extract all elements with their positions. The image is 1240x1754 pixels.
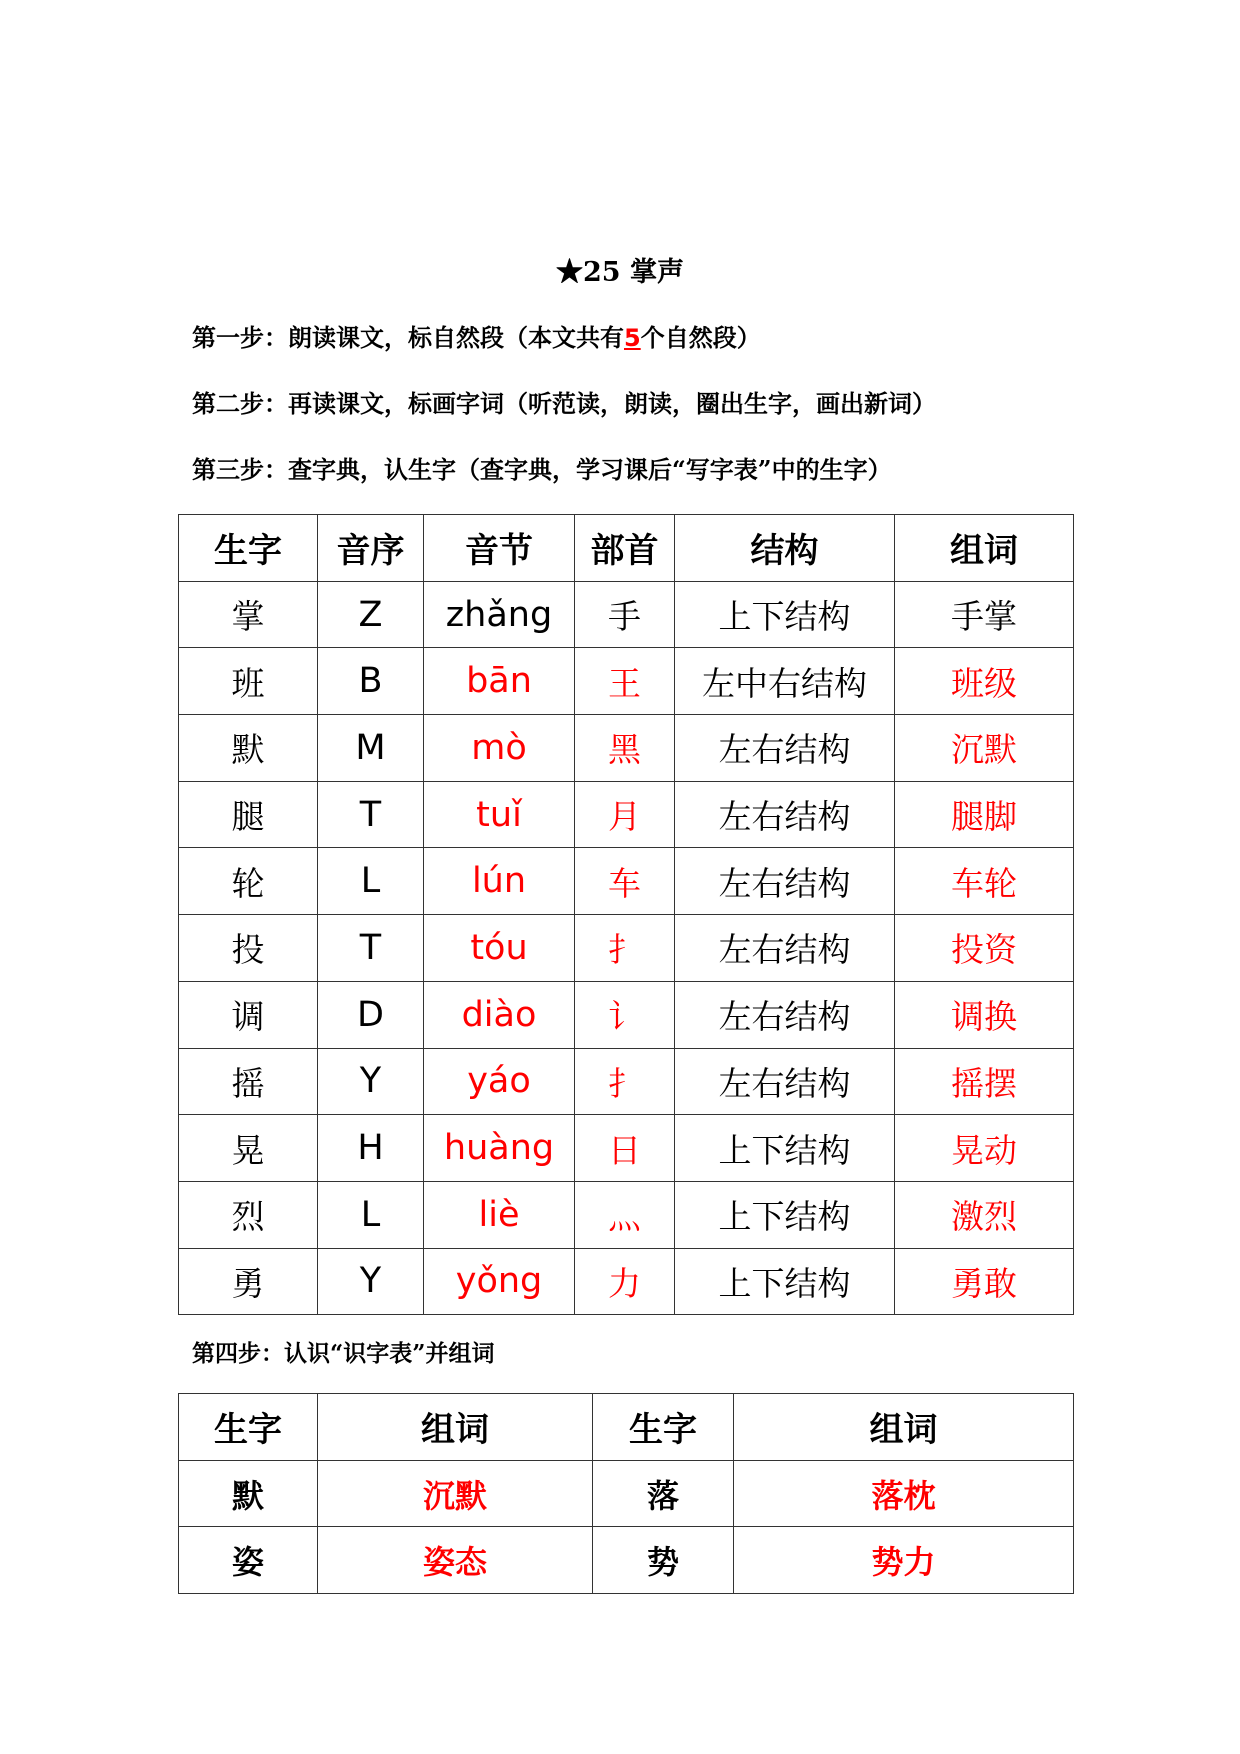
recognition-table [178, 1393, 1074, 1594]
table-row [179, 848, 1074, 915]
cell-pinyin: tóu [424, 915, 575, 982]
cell-initial: L [318, 1181, 424, 1248]
cell-pinyin: lún [424, 848, 575, 915]
cell-radical: 王 [575, 648, 675, 715]
cell-char-1: 默 [179, 1460, 318, 1527]
cell-initial: H [318, 1115, 424, 1182]
table-row [179, 981, 1074, 1048]
cell-structure: 左右结构 [675, 715, 895, 782]
cell-char-2: 落 [593, 1460, 734, 1527]
table-row [179, 648, 1074, 715]
cell-char: 烈 [179, 1181, 318, 1248]
cell-word-2: 落枕 [734, 1460, 1074, 1527]
cell-char-1: 姿 [179, 1527, 318, 1594]
table-row [179, 1181, 1074, 1248]
header-initial: 音序 [318, 515, 424, 582]
cell-radical: 力 [575, 1248, 675, 1315]
cell-structure: 左右结构 [675, 848, 895, 915]
header-char: 生字 [179, 515, 318, 582]
header-word-1: 组词 [318, 1394, 593, 1461]
cell-initial: T [318, 781, 424, 848]
cell-radical: 扌 [575, 1048, 675, 1115]
cell-initial: T [318, 915, 424, 982]
cell-word: 车轮 [895, 848, 1074, 915]
step-1-answer: 5 [624, 324, 641, 352]
cell-pinyin: bān [424, 648, 575, 715]
cell-char: 轮 [179, 848, 318, 915]
cell-initial: Y [318, 1048, 424, 1115]
cell-word: 手掌 [895, 581, 1074, 648]
header-char-2: 生字 [593, 1394, 734, 1461]
cell-structure: 左右结构 [675, 981, 895, 1048]
cell-radical: 月 [575, 781, 675, 848]
cell-radical: 灬 [575, 1181, 675, 1248]
cell-char: 班 [179, 648, 318, 715]
cell-word: 激烈 [895, 1181, 1074, 1248]
cell-pinyin: yáo [424, 1048, 575, 1115]
cell-initial: Z [318, 581, 424, 648]
cell-char: 腿 [179, 781, 318, 848]
step-1 [192, 318, 761, 353]
table-header-row [179, 515, 1074, 582]
cell-char: 调 [179, 981, 318, 1048]
cell-radical: 讠 [575, 981, 675, 1048]
cell-char: 晃 [179, 1115, 318, 1182]
cell-word-1: 沉默 [318, 1460, 593, 1527]
cell-pinyin: liè [424, 1181, 575, 1248]
header-structure: 结构 [675, 515, 895, 582]
table-header-row [179, 1394, 1074, 1461]
table-row [179, 1527, 1074, 1594]
cell-char: 投 [179, 915, 318, 982]
cell-radical: 日 [575, 1115, 675, 1182]
table-row [179, 915, 1074, 982]
cell-radical: 扌 [575, 915, 675, 982]
cell-word: 摇摆 [895, 1048, 1074, 1115]
cell-char: 勇 [179, 1248, 318, 1315]
step-1-prefix: 第一步：朗读课文，标自然段（本文共有 [192, 323, 624, 352]
cell-initial: M [318, 715, 424, 782]
cell-initial: Y [318, 1248, 424, 1315]
cell-structure: 上下结构 [675, 1115, 895, 1182]
character-table [178, 514, 1074, 1315]
step-1-suffix: 个自然段） [640, 323, 761, 352]
cell-pinyin: huàng [424, 1115, 575, 1182]
cell-word: 班级 [895, 648, 1074, 715]
cell-radical: 车 [575, 848, 675, 915]
header-word-2: 组词 [734, 1394, 1074, 1461]
table-row [179, 1048, 1074, 1115]
step-3: 第三步：查字典，认生字（查字典，学习课后“写字表”中的生字） [192, 455, 892, 484]
cell-structure: 上下结构 [675, 581, 895, 648]
cell-word: 勇敢 [895, 1248, 1074, 1315]
cell-pinyin: tuǐ [424, 781, 575, 848]
cell-char: 掌 [179, 581, 318, 648]
header-pinyin: 音节 [424, 515, 575, 582]
cell-char-2: 势 [593, 1527, 734, 1594]
table-row [179, 581, 1074, 648]
table-row [179, 1115, 1074, 1182]
header-word: 组词 [895, 515, 1074, 582]
cell-structure: 上下结构 [675, 1181, 895, 1248]
table-row [179, 1248, 1074, 1315]
table-row [179, 1460, 1074, 1527]
step-2: 第二步：再读课文，标画字词（听范读，朗读，圈出生字，画出新词） [192, 389, 936, 418]
cell-structure: 左右结构 [675, 915, 895, 982]
cell-pinyin: zhǎng [424, 581, 575, 648]
cell-char: 默 [179, 715, 318, 782]
cell-word: 腿脚 [895, 781, 1074, 848]
cell-word: 投资 [895, 915, 1074, 982]
cell-structure: 上下结构 [675, 1248, 895, 1315]
cell-radical: 黑 [575, 715, 675, 782]
cell-char: 摇 [179, 1048, 318, 1115]
cell-pinyin: mò [424, 715, 575, 782]
cell-structure: 左右结构 [675, 1048, 895, 1115]
cell-pinyin: diào [424, 981, 575, 1048]
cell-structure: 左右结构 [675, 781, 895, 848]
cell-pinyin: yǒng [424, 1248, 575, 1315]
cell-radical: 手 [575, 581, 675, 648]
cell-word-2: 势力 [734, 1527, 1074, 1594]
cell-initial: B [318, 648, 424, 715]
header-char-1: 生字 [179, 1394, 318, 1461]
table-row [179, 781, 1074, 848]
cell-initial: D [318, 981, 424, 1048]
page-title: ★25 掌声 [556, 257, 684, 288]
cell-initial: L [318, 848, 424, 915]
cell-word-1: 姿态 [318, 1527, 593, 1594]
header-radical: 部首 [575, 515, 675, 582]
cell-word: 调换 [895, 981, 1074, 1048]
cell-structure: 左中右结构 [675, 648, 895, 715]
table-row [179, 715, 1074, 782]
cell-word: 沉默 [895, 715, 1074, 782]
cell-word: 晃动 [895, 1115, 1074, 1182]
step-4: 第四步：认识“识字表”并组词 [192, 1340, 495, 1367]
